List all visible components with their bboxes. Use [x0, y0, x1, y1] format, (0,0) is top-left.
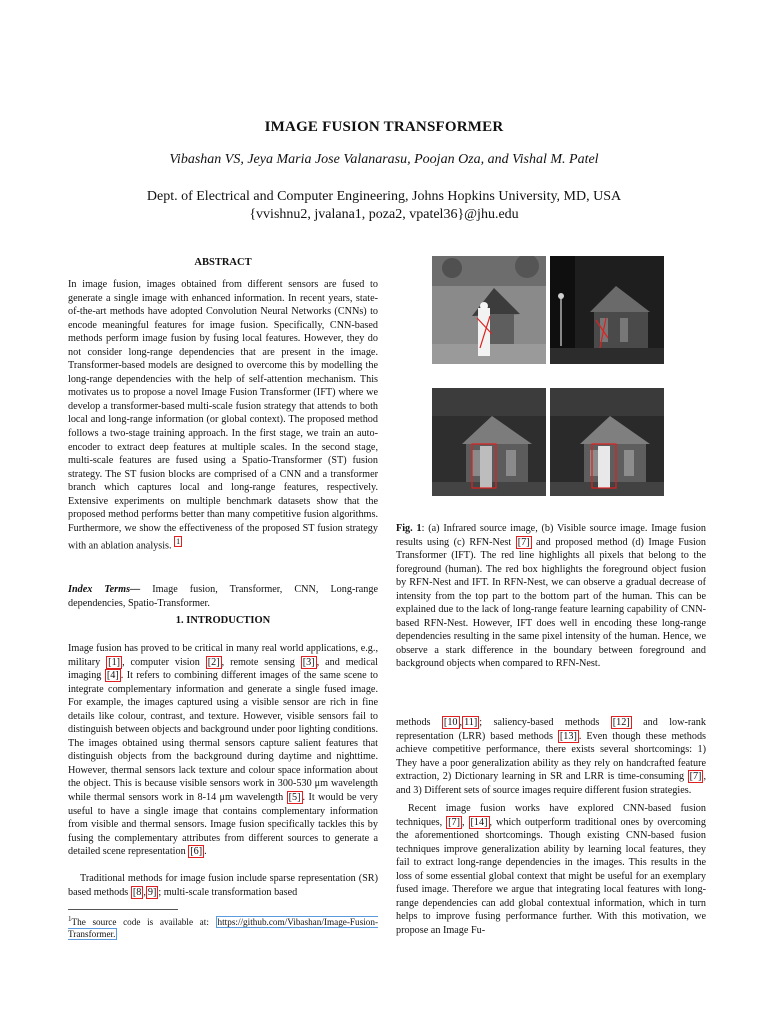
- body-text: Recent image fusion works have explored CNN-based fusion techniques,: [396, 803, 706, 828]
- index-terms-label: Index Terms—: [68, 584, 141, 595]
- body-text: methods: [396, 717, 442, 728]
- footnote-link[interactable]: 1: [176, 537, 181, 547]
- intro-text: . It refers to combining different images of the same scene to integrate complementary information and generate a single fused image. For example, the images captured using a visible sensor are rich in fine details like colour, contrast, and texture. However, visible sensors fail to distinguish between objects and background under poor lighting conditions. The images obtained using thermal sensors capture salient features that distinguish objects from the background during daytime and nighttime. However, thermal sensors lack texture and colour space information about the object. This is because visible sensors work in 300-530 μm wavelength while thermal sensors work in 8-14 μm wavelength: [68, 670, 379, 804]
- paper-title: IMAGE FUSION TRANSFORMER: [264, 119, 504, 135]
- rfn-nest-image: [432, 388, 546, 496]
- body-text: . Even though these methods achieve competitive performance, there exists several shortcomings: 1) They have a poor generalization ability as they rely on handcrafted feature extraction, 2) Dictionary learning in SR and LRR is time-consuming: [396, 730, 706, 783]
- index-terms: [68, 583, 378, 610]
- citation-link[interactable]: [3]: [302, 656, 315, 668]
- right-paragraph-2: [396, 802, 706, 937]
- citation-link[interactable]: [6]: [190, 846, 203, 858]
- citation-link[interactable]: [2]: [207, 656, 220, 668]
- right-paragraph-1: methods [10 , 11] ; saliency-based methods [12] and low-rank representation (LRR) based methods [13] . Even though these methods achieve competitive performance, there exists several shortcomings: 1) They have a poor generalization ability as they rely on handcrafted feature extraction, 2) Dictionary learning in SR and LRR is time-consuming [7] , and 3) Different sets of source images require different fusion strategies.: [396, 717, 706, 796]
- intro-paragraph-1: [68, 642, 378, 859]
- body-text: ; saliency-based methods: [479, 717, 611, 728]
- abstract-body: In image fusion, images obtained from different sensors are fused to generate a single image with enhanced information. In recent years, state-of-the-art methods have adopted Convolution Neural Networks (CNNs) to encode meaningful features for image fusion. Specifically, CNN-based methods perform image fusion by fusing local features. However, they do not consider long-range dependencies that are present in the image. Transformer-based models are designed to overcome this by modelling the long-range dependencies with the help of self-attention mechanism. This motivates us to propose a novel Image Fusion Transformer (IFT) where we develop a transformer-based multi-scale fusion strategy that attends to both local and long-range information (or global context). The proposed method follows a two-stage training approach. In the first stage, we train an auto-encoder to extract deep features at multiple scales. In the second stage, multi-scale features are fused using a Spatio-Transformer (ST) fusion strategy. The ST fusion blocks are comprised of a CNN and a transformer branch which captures local and long-range features, respectively. Extensive experiments on multiple benchmark datasets show that the proposed method performs better than many competitive fusion algorithms. Furthermore, we show the effectiveness of the proposed ST fusion strategy with an ablation analysis.: [68, 279, 378, 552]
- citation-link[interactable]: [13]: [559, 730, 577, 742]
- ift-fusion-image: [550, 388, 664, 496]
- intro-heading: 1. INTRODUCTION: [175, 615, 271, 626]
- ift-image: [550, 388, 664, 496]
- index-terms-text: Image fusion, Transformer, CNN, Long-range dependencies, Spatio-Transformer.: [68, 584, 378, 609]
- citation-link[interactable]: [1]: [108, 656, 121, 668]
- citation-link[interactable]: [10: [443, 717, 458, 728]
- visible-source-image: [550, 256, 664, 364]
- citation-link[interactable]: [4]: [106, 670, 119, 682]
- intro-text: , computer vision: [122, 656, 206, 668]
- intro-paragraph-2: Traditional methods for image fusion include sparse representation (SR) based methods [8 , 9] ; multi-scale transformation based: [68, 873, 378, 898]
- body-text: , which outperform traditional ones by overcoming the aforementioned shortcomings. Though existing CNN-based fusion techniques improve generalization ability by learning local features, they fail to extract long-range dependencies in the images. This results in the loss of some essential global context that might be useful for an exemplary fused image. Therefore we argue that integrating local features with long-range dependencies can add global contextual information, which in turn helps to improve fusing performance further. With this motivation, we propose an Image Fu-: [396, 816, 706, 936]
- affiliation-block: [0, 188, 768, 224]
- intro-text: Traditional methods for image fusion include sparse representation (SR) based methods: [68, 873, 378, 898]
- caption-text: and proposed method (d) Image Fusion Transformer (IFT). The red line highlights all pixels that belong to the foreground (human). The red box highlights the foreground object fusion by RFN-Nest and IFT. In RFN-Nest, we can observe a gradual decrease of intensity from the top part to the bottom part of the human. This can be explained due to the lack of long-range feature learning capability of CNN-based RFN-Nest. However, IFT does well in encoding these long-range dependencies resulting in the same pixel intensity of the human. Hence, we observe a stark difference in the boundary between foreground and background objects when compared to RFN-Nest.: [396, 536, 706, 670]
- intro-text: .: [204, 846, 207, 858]
- abstract-heading: ABSTRACT: [194, 257, 252, 268]
- citation-link[interactable]: [12]: [612, 717, 630, 728]
- citation-link[interactable]: [5]: [288, 792, 301, 804]
- affiliation: Dept. of Electrical and Computer Engineering, Johns Hopkins University, MD, USA: [146, 189, 622, 204]
- source-code-link[interactable]: https://github.com/Vibashan/Image-Fusion-Transformer.: [68, 917, 378, 940]
- infrared-source-image: [432, 256, 546, 364]
- footnote-text: The source code is available at:: [71, 917, 216, 928]
- citation-link[interactable]: [8: [132, 886, 142, 898]
- citation-link[interactable]: [7]: [517, 536, 530, 548]
- figure-caption: [396, 522, 706, 671]
- body-text: ,: [461, 816, 469, 828]
- intro-text: ; multi-scale transformation based: [158, 886, 298, 898]
- citation-link[interactable]: [7]: [448, 816, 460, 828]
- infrared-image: [432, 256, 546, 364]
- paper-authors: Vibashan VS, Jeya Maria Jose Valanarasu, Poojan Oza, and Vishal M. Patel: [169, 152, 599, 167]
- intro-text: Image fusion has proved to be critical in many real world applications, e.g., military: [68, 643, 378, 668]
- caption-text: : (a) Infrared source image, (b) Visible source image. Image fusion results using (c) RFN-Nest: [396, 523, 706, 548]
- body-text: and low-rank representation (LRR) based methods: [396, 717, 706, 742]
- footnote-divider: [68, 909, 178, 910]
- body-text: , and 3) Different sets of source images require different fusion strategies.: [396, 771, 706, 796]
- citation-link[interactable]: 9]: [147, 886, 157, 898]
- intro-text: , remote sensing: [221, 656, 301, 668]
- intro-text: , and medical imaging: [68, 656, 378, 682]
- footnote-number: 1: [68, 915, 72, 923]
- citation-link[interactable]: 11]: [464, 717, 478, 728]
- author-emails: {vvishnu2, jvalana1, poza2, vpatel36}@jhu.edu: [249, 207, 519, 222]
- rfn-nest-fusion-image: [432, 388, 546, 496]
- figure-1: [432, 256, 664, 496]
- citation-link[interactable]: [7]: [689, 771, 702, 783]
- abstract-text: [68, 278, 378, 553]
- intro-text: . It would be very useful to have a single image that contains complementary information from visible and thermal sensors. Image fusion specifically tackles this by fusing the complementary attributes from different sources to generate a detailed scene representation: [68, 792, 378, 858]
- figure-label: Fig. 1: [396, 523, 422, 534]
- visible-image: [550, 256, 664, 364]
- citation-link[interactable]: [14]: [470, 816, 488, 828]
- footnote: [68, 913, 378, 940]
